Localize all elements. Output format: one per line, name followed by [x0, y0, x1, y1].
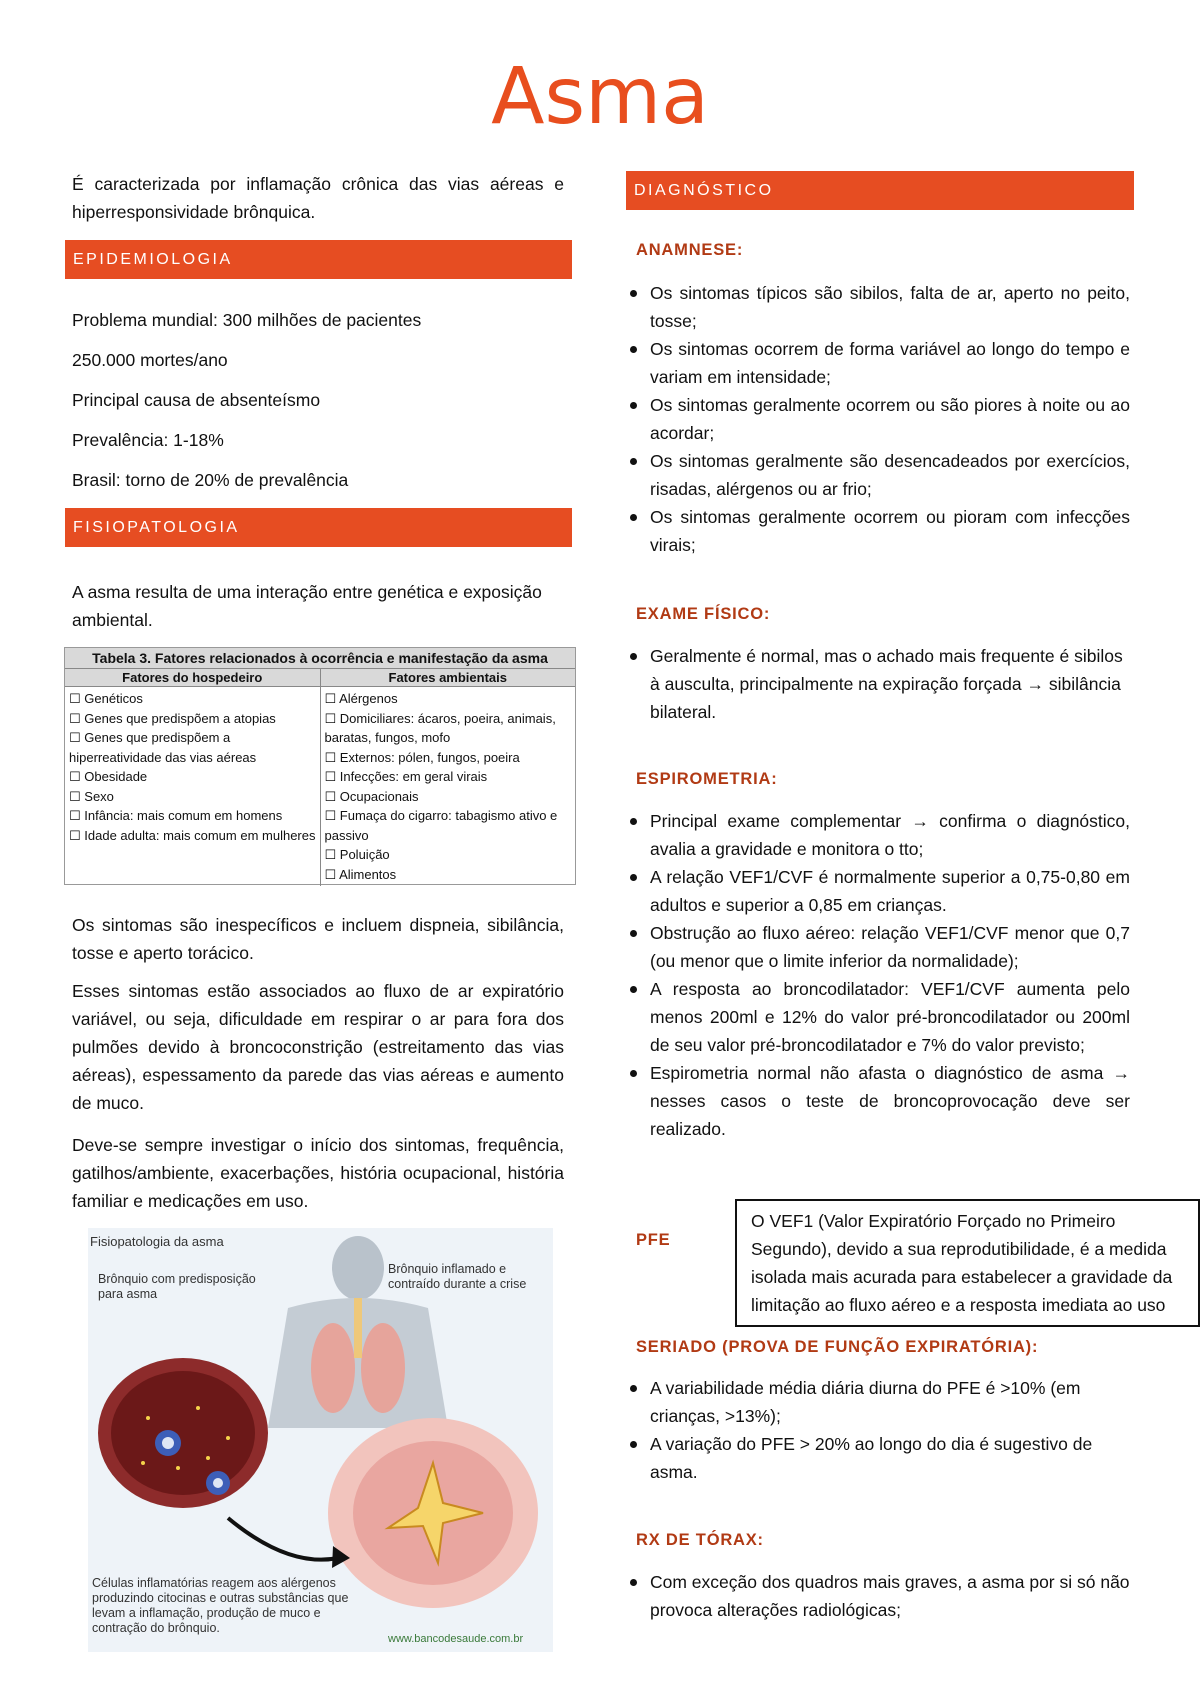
list-item: Obstrução ao fluxo aéreo: relação VEF1/CVF menor que 0,7 (ou menor que o limite inferior da normalidade);: [626, 919, 1130, 975]
epi-item: Brasil: torno de 20% de prevalência: [72, 470, 349, 490]
seriado-heading: SERIADO (PROVA DE FUNÇÃO EXPIRATÓRIA):: [636, 1338, 1039, 1356]
table-cell: ☐ Domiciliares: ácaros, poeira, animais, baratas, fungos, mofo: [324, 710, 556, 745]
espirometria-list: [626, 807, 1130, 1143]
fisio-paragraph-2: Esses sintomas estão associados ao fluxo de ar expiratório variável, ou seja, dificuldade em respirar o ar para fora dos pulmões devido à broncoconstrição (estreitamento das vias aéreas), espessamento da parede das vias aéreas e aumento de muco.: [72, 981, 564, 1113]
list-item: A resposta ao broncodilatador: VEF1/CVF aumenta pelo menos 200ml e 12% do valor pré-broncodilatador ou 200ml de seu valor pré-broncodilatador e 7% do valor previsto;: [626, 975, 1130, 1059]
table-header-host: Fatores do hospedeiro: [122, 670, 263, 685]
list-item: Com exceção dos quadros mais graves, a asma por si só não provoca alterações radiológicas;: [626, 1568, 1130, 1624]
figure-credit: www.bancodesaude.com.br: [388, 1633, 524, 1645]
list-item: Principal exame complementar → confirma o diagnóstico, avalia a gravidade e monitora o tto;: [626, 807, 1130, 863]
fisio-intro: A asma resulta de uma interação entre genética e exposição ambiental.: [72, 582, 542, 630]
table-cell: ☐ Ocupacionais: [324, 788, 419, 804]
list-item: A variabilidade média diária diurna do PFE é >10% (em crianças, >13%);: [626, 1374, 1130, 1430]
table-header-env: Fatores ambientais: [320, 669, 576, 686]
espirometria-heading: ESPIROMETRIA:: [636, 770, 778, 788]
figure-label-right: Brônquio inflamado e contraído durante a crise: [388, 1262, 527, 1291]
section-fisiopatologia-heading: FISIOPATOLOGIA: [65, 508, 572, 547]
list-item: Os sintomas típicos são sibilos, falta de ar, aperto no peito, tosse;: [626, 279, 1130, 335]
table-cell: ☐ Genes que predispõem a atopias: [69, 710, 276, 726]
epi-item: 250.000 mortes/ano: [72, 350, 228, 370]
table-cell: ☐ Genes que predispõem a hiperreatividade das vias aéreas: [69, 730, 257, 765]
vef1-note-box: O VEF1 (Valor Expiratório Forçado no Primeiro Segundo), devido a sua reprodutibilidade, é a medida isolada mais acurada para estabelecer a gravidade da limitação ao fluxo aéreo e a resposta imediata ao uso: [735, 1199, 1200, 1327]
list-item: Espirometria normal não afasta o diagnóstico de asma → nesses casos o teste de broncoprovocação deve ser realizado.: [626, 1059, 1130, 1143]
exame-fisico-list: [626, 642, 1130, 726]
table-cell: ☐ Alérgenos: [324, 691, 398, 706]
list-item: Os sintomas geralmente são desencadeados por exercícios, risadas, alérgenos ou ar frio;: [626, 447, 1130, 503]
fisio-paragraph-3: Deve-se sempre investigar o início dos sintomas, frequência, gatilhos/ambiente, exacerbações, história ocupacional, história familiar e medicações em uso.: [72, 1135, 564, 1211]
table-cell: ☐ Infância: mais comum em homens: [69, 808, 283, 823]
list-item: A variação do PFE > 20% ao longo do dia é sugestivo de asma.: [626, 1430, 1130, 1486]
list-item: A relação VEF1/CVF é normalmente superior a 0,75-0,80 em adultos e superior a 0,85 em crianças.: [626, 863, 1130, 919]
intro-text: É caracterizada por inflamação crônica das vias aéreas e hiperresponsividade brônquica.: [72, 174, 564, 222]
epi-item: Prevalência: 1-18%: [72, 430, 224, 450]
table-cell: ☐ Fumaça do cigarro: tabagismo ativo e passivo: [324, 808, 558, 843]
epi-item: Problema mundial: 300 milhões de pacientes: [72, 310, 422, 330]
table-cell: ☐ Sexo: [69, 788, 114, 804]
list-item: Os sintomas ocorrem de forma variável ao longo do tempo e variam em intensidade;: [626, 335, 1130, 391]
rx-torax-heading: RX DE TÓRAX:: [636, 1531, 764, 1549]
pfe-heading: PFE: [636, 1231, 671, 1249]
list-item: Geralmente é normal, mas o achado mais frequente é sibilos à ausculta, principalmente na expiração forçada → sibilância bilateral.: [626, 642, 1130, 726]
table-col-host: [65, 687, 320, 886]
anamnese-list: [626, 279, 1130, 559]
asthma-pathophysiology-figure: [88, 1228, 553, 1652]
table-cell: ☐ Alimentos: [324, 866, 397, 882]
epi-item: Principal causa de absenteísmo: [72, 390, 321, 410]
fisio-paragraph-1: Os sintomas são inespecíficos e incluem dispneia, sibilância, tosse e aperto torácico.: [72, 915, 564, 963]
section-epidemiologia-heading: EPIDEMIOLOGIA: [65, 240, 572, 279]
exame-fisico-heading: EXAME FÍSICO:: [636, 605, 771, 623]
figure-title: Fisiopatologia da asma: [90, 1234, 224, 1249]
table-cell: ☐ Idade adulta: mais comum em mulheres: [69, 827, 316, 843]
anamnese-heading: ANAMNESE:: [636, 241, 744, 259]
risk-factors-table: [64, 647, 576, 885]
list-item: Os sintomas geralmente ocorrem ou são piores à noite ou ao acordar;: [626, 391, 1130, 447]
list-item: Os sintomas geralmente ocorrem ou pioram com infecções virais;: [626, 503, 1130, 559]
table-cell: ☐ Infecções: em geral virais: [324, 769, 488, 784]
seriado-list: [626, 1374, 1130, 1486]
document-title: Asma: [491, 52, 709, 142]
table-header: [65, 669, 575, 687]
rx-torax-list: [626, 1568, 1130, 1624]
figure-label-left: Brônquio com predisposição para asma: [98, 1272, 256, 1301]
table-cell: ☐ Externos: pólen, fungos, poeira: [324, 749, 520, 765]
epidemiologia-list: [72, 306, 564, 494]
table-caption: Tabela 3. Fatores relacionados à ocorrência e manifestação da asma: [65, 648, 575, 669]
table-cell: ☐ Genéticos: [69, 691, 143, 706]
table-cell: ☐ Poluição: [324, 847, 390, 862]
section-diagnostico-heading: DIAGNÓSTICO: [626, 171, 1134, 210]
table-col-env: [320, 687, 576, 886]
table-cell: ☐ Obesidade: [69, 769, 148, 784]
figure-caption: Células inflamatórias reagem aos alérgenos produzindo citocinas e outras substâncias que levam a inflamação, produção de muco e contração do brônquio.: [92, 1576, 349, 1635]
